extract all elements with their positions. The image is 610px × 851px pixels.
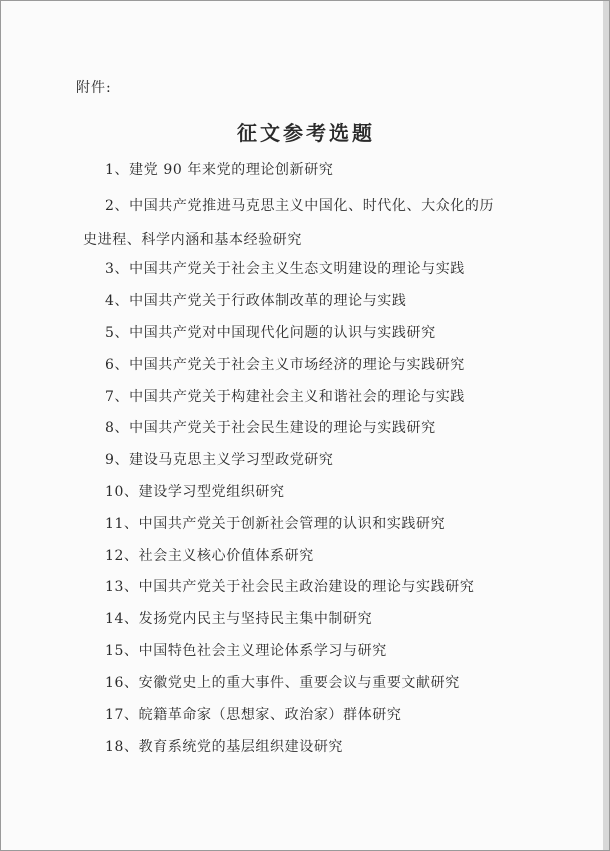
- topic-text: 建党 90 年来党的理论创新研究: [129, 162, 334, 178]
- topic-text: 中国共产党关于构建社会主义和谐社会的理论与实践: [129, 389, 465, 405]
- topic-number: 9、: [105, 452, 130, 468]
- topic-number: 10、: [105, 484, 139, 500]
- topic-number: 1、: [105, 162, 130, 178]
- topic-item: [105, 668, 555, 699]
- topic-text: 中国共产党关于社会主义市场经济的理论与实践研究: [129, 357, 465, 373]
- topic-item: [105, 286, 555, 317]
- topic-number: 3、: [105, 261, 130, 277]
- topic-item: [105, 604, 555, 635]
- topic-item: [105, 254, 555, 285]
- topic-item: [83, 189, 555, 257]
- topic-number: 18、: [105, 739, 139, 755]
- topic-text: 中国共产党关于社会主义生态文明建设的理论与实践: [129, 261, 465, 277]
- topic-item: [105, 509, 555, 540]
- topic-number: 5、: [105, 325, 130, 341]
- topic-item: [105, 732, 555, 763]
- topic-item: [105, 572, 555, 603]
- topic-number: 12、: [105, 548, 139, 564]
- topic-item: [105, 477, 555, 508]
- topic-number: 2、: [105, 198, 130, 214]
- topic-text: 中国共产党推进马克思主义中国化、时代化、大众化的历: [129, 198, 495, 214]
- topic-text: 中国特色社会主义理论体系学习与研究: [138, 643, 387, 659]
- topic-item: [105, 445, 555, 476]
- topic-number: 4、: [105, 293, 130, 309]
- topic-text: 中国共产党关于创新社会管理的认识和实践研究: [138, 516, 446, 532]
- topic-number: 16、: [105, 675, 139, 691]
- topic-text: 社会主义核心价值体系研究: [138, 548, 314, 564]
- topic-text: 安徽党史上的重大事件、重要会议与重要文献研究: [138, 675, 460, 691]
- topic-number: 15、: [105, 643, 139, 659]
- topic-number: 13、: [105, 579, 139, 595]
- topic-text: 中国共产党关于社会民主政治建设的理论与实践研究: [138, 579, 475, 595]
- topic-list: [1, 1, 610, 851]
- topic-text: 皖籍革命家（思想家、政治家）群体研究: [138, 707, 402, 723]
- topic-text: 中国共产党对中国现代化问题的认识与实践研究: [129, 325, 436, 341]
- attachment-label: 附件:: [76, 80, 112, 96]
- page-title: 征文参考选题: [237, 121, 375, 145]
- topic-item: [105, 350, 555, 381]
- topic-text: 建设学习型党组织研究: [138, 484, 285, 500]
- topic-text-continuation: 史进程、科学内涵和基本经验研究: [83, 232, 302, 248]
- topic-item: [105, 636, 555, 667]
- topic-item: [105, 318, 555, 349]
- topic-number: 11、: [105, 516, 139, 532]
- topic-item: [105, 413, 555, 444]
- topic-item: [105, 700, 555, 731]
- topic-text: 建设马克思主义学习型政党研究: [129, 452, 334, 468]
- topic-number: 7、: [105, 389, 130, 405]
- topic-item: [105, 541, 555, 572]
- topic-number: 14、: [105, 611, 139, 627]
- topic-text: 中国共产党关于社会民生建设的理论与实践研究: [129, 420, 436, 436]
- topic-text: 中国共产党关于行政体制改革的理论与实践: [129, 293, 407, 309]
- topic-text: 教育系统党的基层组织建设研究: [138, 739, 344, 755]
- topic-item: [105, 155, 555, 186]
- topic-item: [105, 382, 555, 413]
- topic-text: 发扬党内民主与坚持民主集中制研究: [138, 611, 373, 627]
- topic-number: 6、: [105, 357, 130, 373]
- topic-number: 17、: [105, 707, 139, 723]
- topic-number: 8、: [105, 420, 130, 436]
